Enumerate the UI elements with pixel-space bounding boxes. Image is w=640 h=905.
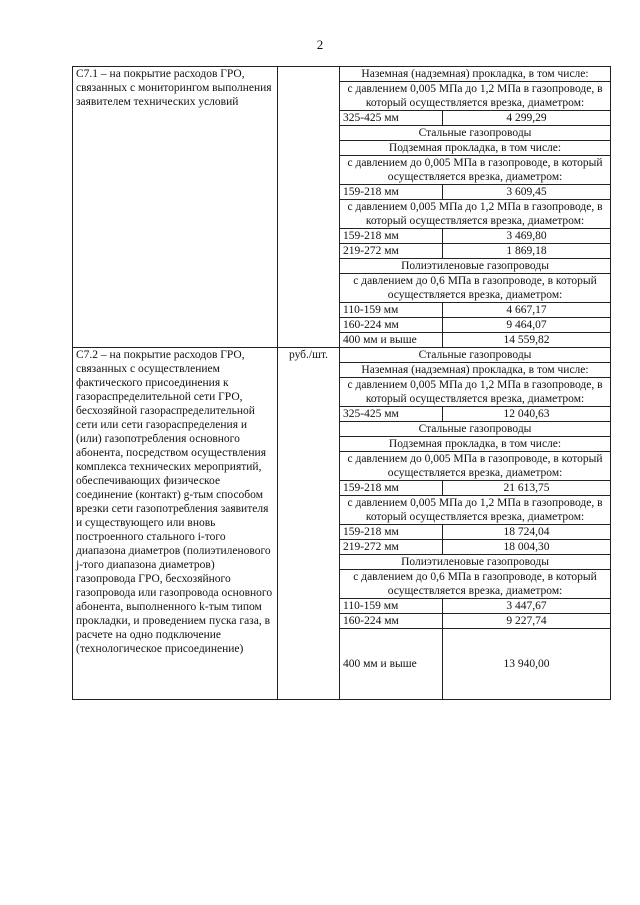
diameter-range: 160-224 мм [340, 614, 443, 629]
rate-value: 14 559,82 [443, 333, 611, 348]
diameter-range: 159-218 мм [340, 525, 443, 540]
category-heading: с давлением 0,005 МПа до 1,2 МПа в газопроводе, в который осуществляется врезка, диаметром: [340, 378, 611, 407]
diameter-range: 160-224 мм [340, 318, 443, 333]
rate-value: 3 609,45 [443, 185, 611, 200]
category-heading: Наземная (надземная) прокладка, в том числе: [340, 67, 611, 82]
rate-value: 9 227,74 [443, 614, 611, 629]
tariff-table-body [73, 67, 611, 700]
page-number: 2 [316, 37, 324, 52]
diameter-range: 219-272 мм [340, 244, 443, 259]
category-heading: Подземная прокладка, в том числе: [340, 437, 611, 452]
diameter-range: 325-425 мм [340, 407, 443, 422]
diameter-range: 400 мм и выше [340, 629, 443, 700]
rate-value: 13 940,00 [443, 629, 611, 700]
unit-cell: руб./шт. [278, 348, 340, 700]
diameter-range: 400 мм и выше [340, 333, 443, 348]
rate-value: 12 040,63 [443, 407, 611, 422]
category-heading: Стальные газопроводы [340, 422, 611, 437]
tariff-table [72, 66, 611, 700]
rate-value: 4 299,29 [443, 111, 611, 126]
rate-value: 3 469,80 [443, 229, 611, 244]
diameter-range: 159-218 мм [340, 229, 443, 244]
diameter-range: 110-159 мм [340, 303, 443, 318]
category-heading: Наземная (надземная) прокладка, в том числе: [340, 363, 611, 378]
category-heading: Подземная прокладка, в том числе: [340, 141, 611, 156]
category-heading: с давлением до 0,6 МПа в газопроводе, в который осуществляется врезка, диаметром: [340, 570, 611, 599]
category-heading: с давлением до 0,005 МПа в газопроводе, в который осуществляется врезка, диаметром: [340, 452, 611, 481]
table-row [73, 67, 611, 82]
rate-value: 9 464,07 [443, 318, 611, 333]
category-heading: с давлением 0,005 МПа до 1,2 МПа в газопроводе, в который осуществляется врезка, диаметром: [340, 200, 611, 229]
rate-value: 21 613,75 [443, 481, 611, 496]
rate-value: 4 667,17 [443, 303, 611, 318]
category-heading: с давлением до 0,005 МПа в газопроводе, в который осуществляется врезка, диаметром: [340, 156, 611, 185]
category-heading: Стальные газопроводы [340, 348, 611, 363]
category-heading: Стальные газопроводы [340, 126, 611, 141]
category-heading: с давлением до 0,6 МПа в газопроводе, в который осуществляется врезка, диаметром: [340, 274, 611, 303]
diameter-range: 219-272 мм [340, 540, 443, 555]
category-heading: с давлением 0,005 МПа до 1,2 МПа в газопроводе, в который осуществляется врезка, диаметром: [340, 82, 611, 111]
rate-value: 1 869,18 [443, 244, 611, 259]
rate-description-c71: С7.1 – на покрытие расходов ГРО, связанных с мониторингом выполнения заявителем технических условий [73, 67, 278, 348]
diameter-range: 110-159 мм [340, 599, 443, 614]
rate-value: 3 447,67 [443, 599, 611, 614]
table-row [73, 348, 611, 363]
diameter-range: 325-425 мм [340, 111, 443, 126]
unit-cell [278, 67, 340, 348]
rate-value: 18 724,04 [443, 525, 611, 540]
category-heading: Полиэтиленовые газопроводы [340, 259, 611, 274]
diameter-range: 159-218 мм [340, 185, 443, 200]
rate-value: 18 004,30 [443, 540, 611, 555]
category-heading: Полиэтиленовые газопроводы [340, 555, 611, 570]
diameter-range: 159-218 мм [340, 481, 443, 496]
category-heading: с давлением 0,005 МПа до 1,2 МПа в газопроводе, в который осуществляется врезка, диаметром: [340, 496, 611, 525]
rate-description-c72: С7.2 – на покрытие расходов ГРО, связанных с осуществлением фактического присоединения к газораспределительной сети ГРО, бесхозяйной газораспределительной сети или сети газораспределения и (или) газопотребления основного абонента, посредством осуществления комплекса технических мероприятий, обеспечивающих физическое соединение (контакт) g-тым способом врезки сети газопотребления заявителя и существующего или вновь построенного стального i-того диапазона диаметров (полиэтиленового j-того диапазона диаметров) газопровода ГРО, бесхозяйного газопровода или газопровода основного абонента, выполненного k-тым типом прокладки, и проведением пуска газа, в расчете на одно подключение (технологическое присоединение) [73, 348, 278, 700]
